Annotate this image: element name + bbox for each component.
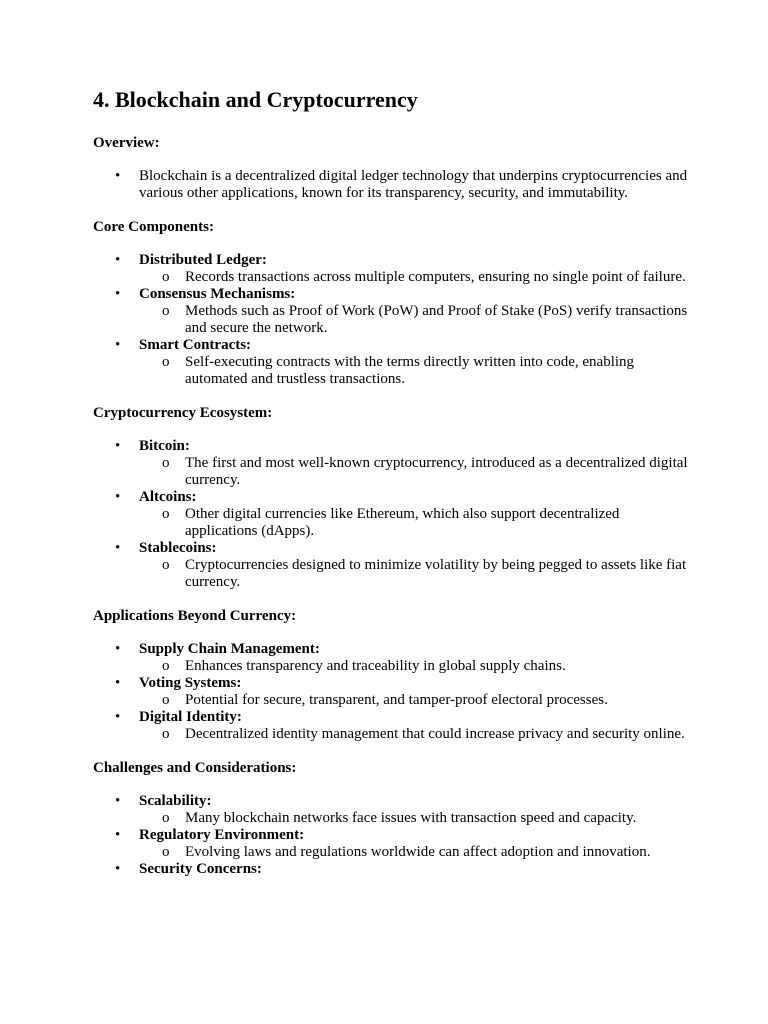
sub-list-item: o Records transactions across multiple computers, ensuring no single point of failure. — [139, 269, 688, 286]
list-item-label: Consensus Mechanisms: — [139, 286, 296, 302]
sub-bullet-list — [139, 455, 688, 489]
sub-bullet-list — [139, 658, 688, 675]
list-item — [93, 709, 688, 743]
section-heading-cryptocurrency-ecosystem: Cryptocurrency Ecosystem: — [93, 405, 273, 421]
bullet-list — [93, 438, 688, 591]
list-item — [93, 489, 688, 540]
sub-bullet-list — [139, 269, 688, 286]
section-heading-core-components: Core Components: — [93, 219, 214, 235]
bullet-list — [93, 793, 688, 878]
sub-list-item: o Potential for secure, transparent, and tamper-proof electoral processes. — [139, 692, 688, 709]
list-item — [93, 861, 688, 878]
bullet-list — [93, 252, 688, 388]
list-item — [93, 540, 688, 591]
sub-bullet-list — [139, 303, 688, 337]
sub-list-item: o Other digital currencies like Ethereum, which also support decentralized applications (dApps). — [139, 506, 688, 540]
list-item — [93, 827, 688, 861]
bullet-list — [93, 168, 688, 202]
list-item-text: Blockchain is a decentralized digital ledger technology that underpins cryptocurrencies and various other applications, known for its transparency, security, and immutability. — [139, 168, 688, 201]
list-item-label: Supply Chain Management: — [139, 641, 320, 657]
sub-list-item: o Methods such as Proof of Work (PoW) and Proof of Stake (PoS) verify transactions and secure the network. — [139, 303, 688, 337]
sub-bullet-list — [139, 844, 688, 861]
sub-list-item: o Cryptocurrencies designed to minimize volatility by being pegged to assets like fiat currency. — [139, 557, 688, 591]
sub-list-item: o Evolving laws and regulations worldwide can affect adoption and innovation. — [139, 844, 688, 861]
list-item — [93, 337, 688, 388]
list-item-label: Security Concerns: — [139, 861, 262, 877]
list-item-label: Altcoins: — [139, 489, 197, 505]
sub-bullet-list — [139, 506, 688, 540]
sub-list-item: o The first and most well-known cryptocurrency, introduced as a decentralized digital currency. — [139, 455, 688, 489]
list-item — [93, 252, 688, 286]
list-item-label: Voting Systems: — [139, 675, 242, 691]
list-item-label: Digital Identity: — [139, 709, 242, 725]
sub-bullet-list — [139, 354, 688, 388]
sub-bullet-list — [139, 810, 688, 827]
list-item-label: Distributed Ledger: — [139, 252, 267, 268]
section-heading-challenges-and-considerations: Challenges and Considerations: — [93, 760, 297, 776]
sub-list-item: o Self-executing contracts with the terms directly written into code, enabling automated and trustless transactions. — [139, 354, 688, 388]
sub-list-item: o Decentralized identity management that could increase privacy and security online. — [139, 726, 688, 743]
sub-list-item: o Enhances transparency and traceability in global supply chains. — [139, 658, 688, 675]
section-heading-applications-beyond-currency: Applications Beyond Currency: — [93, 608, 297, 624]
sub-list-item: o Many blockchain networks face issues with transaction speed and capacity. — [139, 810, 688, 827]
list-item-label: Bitcoin: — [139, 438, 190, 454]
list-item — [93, 286, 688, 337]
list-item — [93, 168, 688, 202]
list-item — [93, 641, 688, 675]
list-item-label: Scalability: — [139, 793, 212, 809]
sub-bullet-list — [139, 557, 688, 591]
document-title: 4. Blockchain and Cryptocurrency — [93, 87, 418, 112]
list-item — [93, 438, 688, 489]
list-item-label: Regulatory Environment: — [139, 827, 305, 843]
bullet-list — [93, 641, 688, 743]
section-heading-overview: Overview: — [93, 135, 160, 151]
sub-bullet-list — [139, 726, 688, 743]
list-item — [93, 675, 688, 709]
sub-bullet-list — [139, 692, 688, 709]
document-body — [93, 134, 688, 878]
list-item-label: Stablecoins: — [139, 540, 217, 556]
list-item — [93, 793, 688, 827]
list-item-label: Smart Contracts: — [139, 337, 252, 353]
